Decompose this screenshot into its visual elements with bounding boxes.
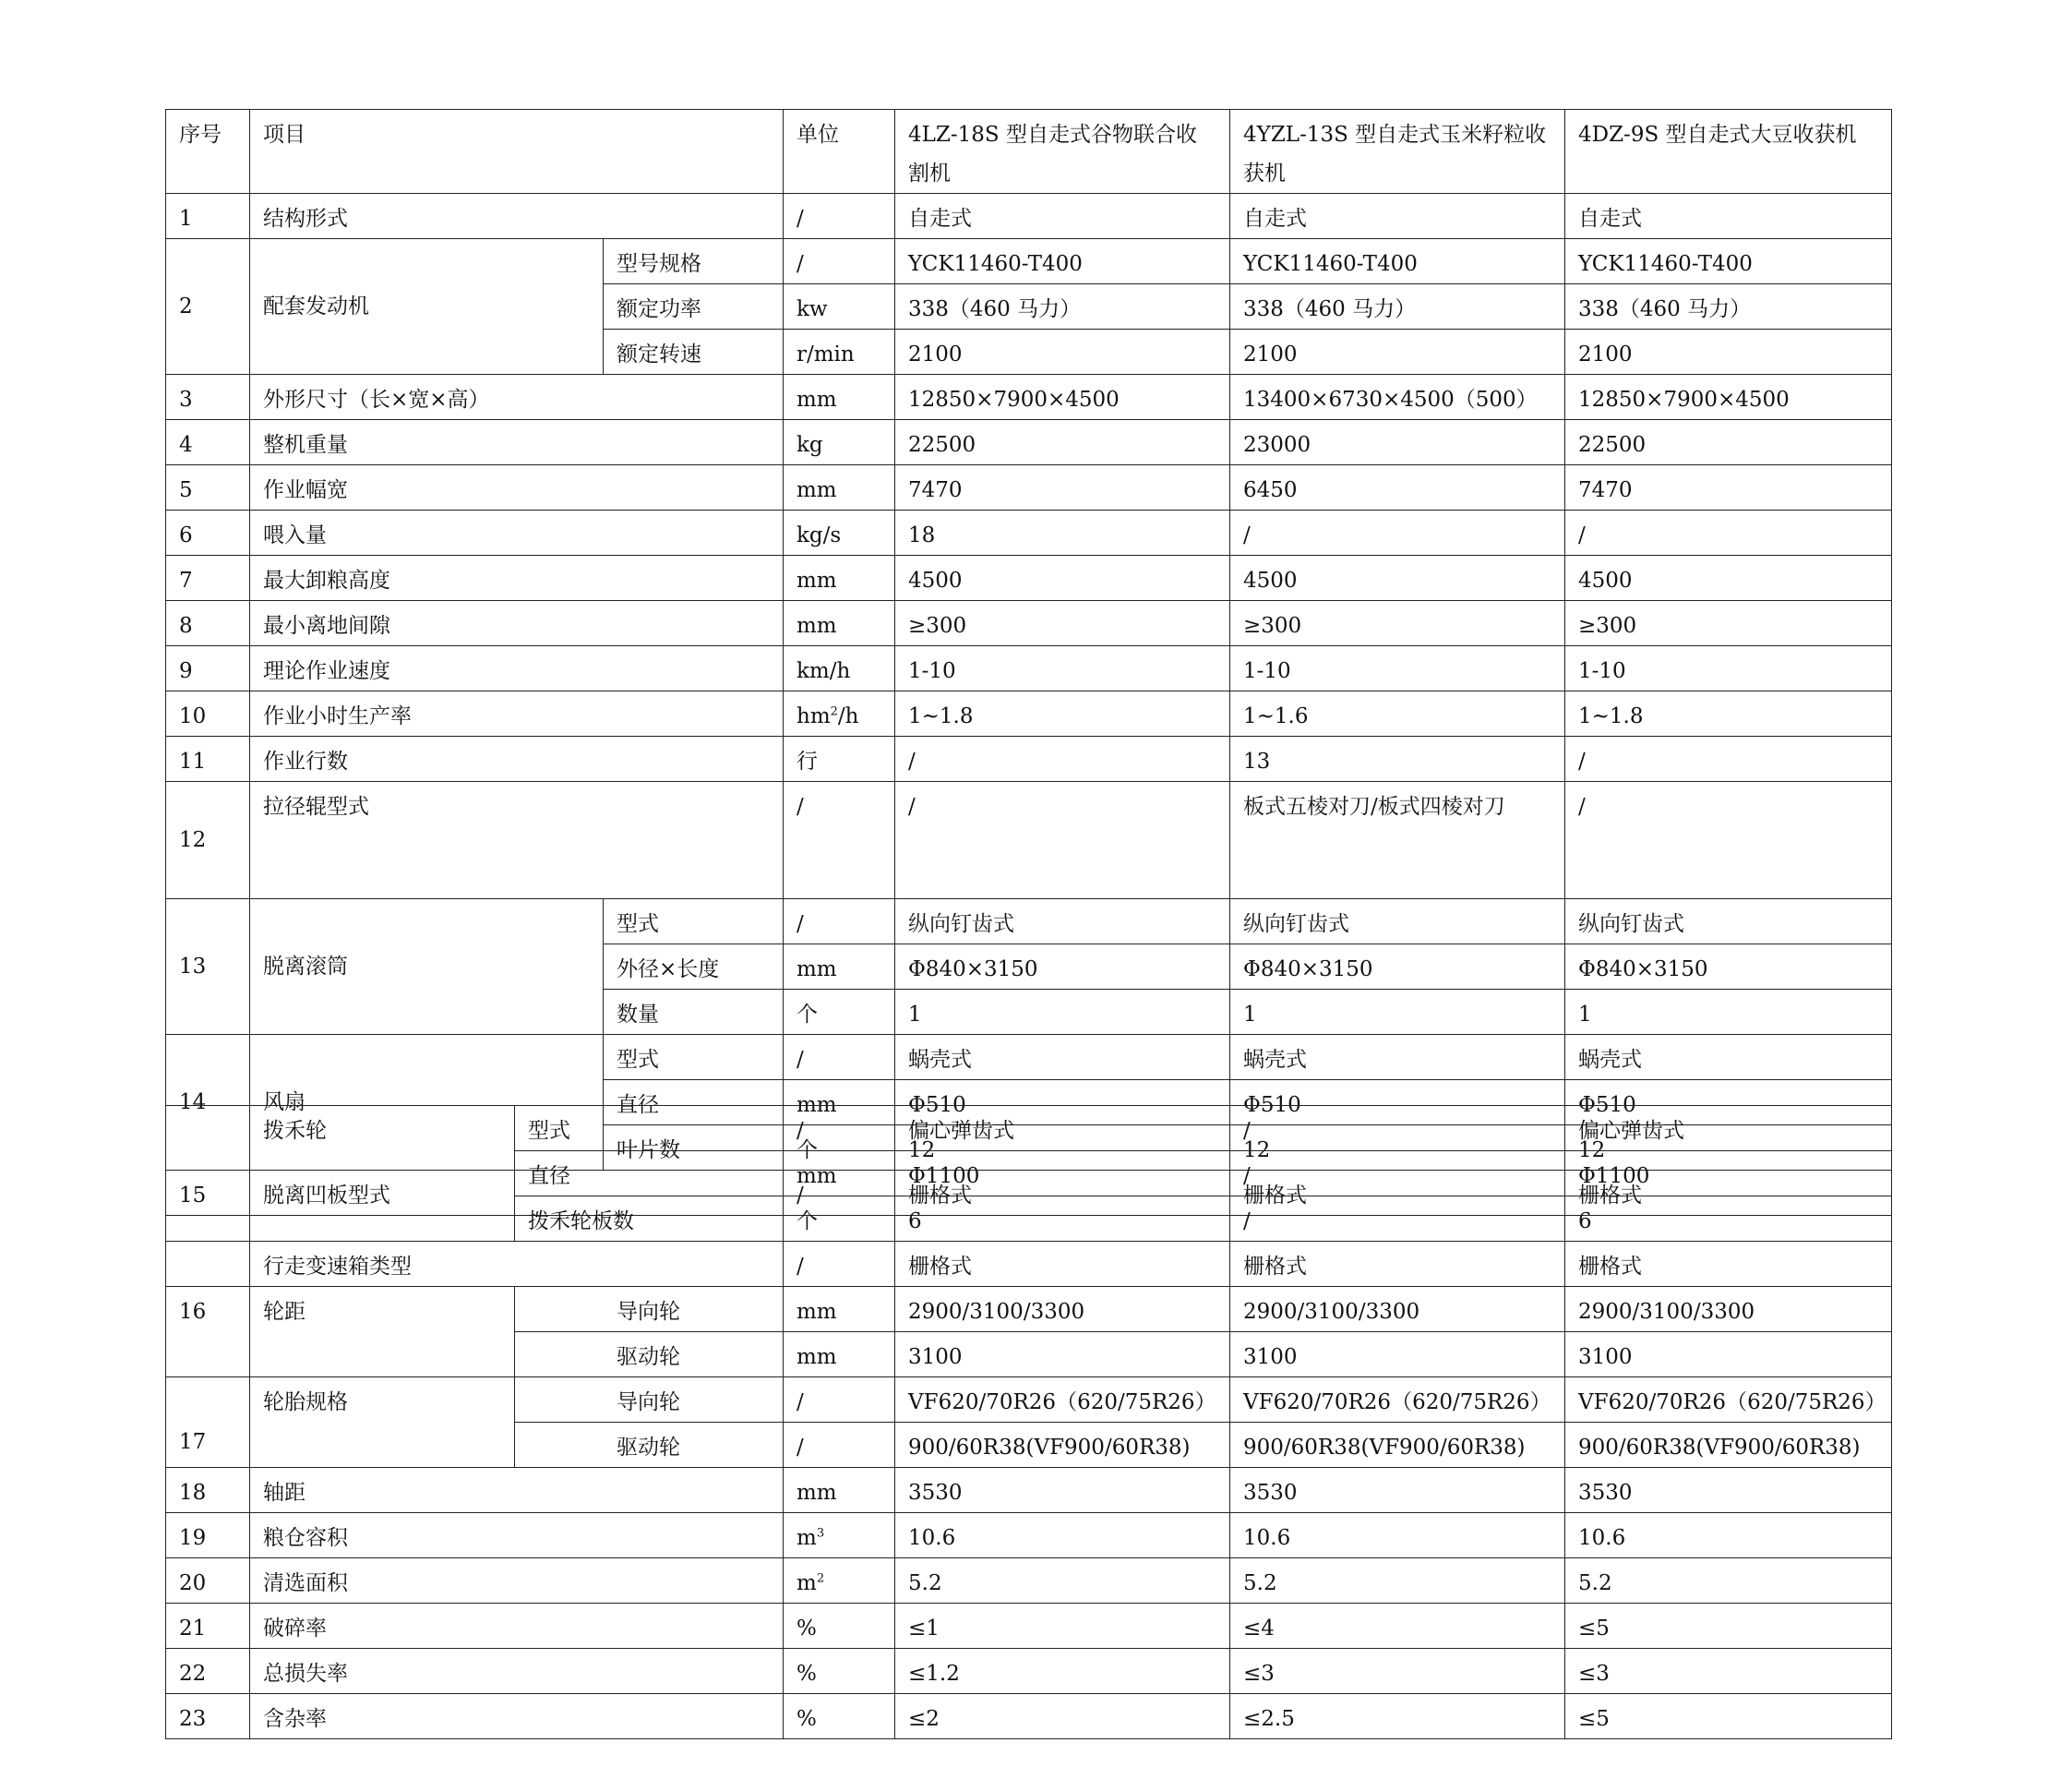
- value-cell: ≤5: [1565, 1694, 1892, 1739]
- unit-cell: /: [784, 899, 895, 944]
- value-cell: 12: [1565, 1125, 1892, 1171]
- seq-cell: 14: [166, 1035, 250, 1171]
- unit-exponent: 3: [816, 1526, 825, 1541]
- table-row: [166, 1468, 1892, 1513]
- subitem-cell: 叶片数: [604, 1125, 784, 1171]
- item-cell: 脱离凹板型式: [250, 1171, 784, 1216]
- table-row: [166, 1649, 1892, 1694]
- seq-cell: 11: [166, 737, 250, 782]
- value-cell: 1: [1565, 990, 1892, 1035]
- value-cell: 22500: [1565, 420, 1892, 465]
- header-model-1: 4LZ-18S 型自走式谷物联合收割机: [895, 110, 1230, 194]
- subitem-cell: 型号规格: [604, 239, 784, 284]
- unit-cell: mm: [784, 601, 895, 646]
- subitem-cell: 驱动轮: [515, 1332, 784, 1377]
- value-cell: 自走式: [895, 194, 1230, 239]
- value-cell: 偏心弹齿式: [1565, 1106, 1892, 1151]
- value-cell: 10.6: [1565, 1513, 1892, 1558]
- value-cell: /: [1230, 511, 1565, 556]
- table-row: [166, 239, 1892, 284]
- item-cell: 清选面积: [250, 1558, 784, 1604]
- table-row: [166, 420, 1892, 465]
- seq-cell: [166, 1242, 250, 1287]
- subitem-cell: 驱动轮: [515, 1423, 784, 1468]
- seq-cell: 10: [166, 691, 250, 737]
- value-cell: 自走式: [1565, 194, 1892, 239]
- item-cell: 配套发动机: [250, 239, 604, 375]
- value-cell: 4500: [1565, 556, 1892, 601]
- value-cell: 栅格式: [1230, 1242, 1565, 1287]
- table-row: [166, 1035, 1892, 1080]
- value-cell: 5.2: [1230, 1558, 1565, 1604]
- unit-cell: mm: [784, 1080, 895, 1125]
- table-row: [166, 782, 1892, 899]
- item-cell: 外形尺寸（长×宽×高）: [250, 375, 784, 420]
- seq-cell: 7: [166, 556, 250, 601]
- value-cell: 蜗壳式: [895, 1035, 1230, 1080]
- value-cell: 7470: [895, 465, 1230, 511]
- item-cell: 行走变速箱类型: [250, 1242, 784, 1287]
- value-cell: 12850×7900×4500: [895, 375, 1230, 420]
- value-cell: 18: [895, 511, 1230, 556]
- item-cell: 轮胎规格: [250, 1377, 515, 1468]
- value-cell: 3100: [895, 1332, 1230, 1377]
- header-row: [166, 110, 1892, 194]
- subitem-cell: 导向轮: [515, 1377, 784, 1423]
- spec-table: [165, 109, 1892, 1216]
- table-row: [166, 691, 1892, 737]
- unit-cell: /: [784, 1035, 895, 1080]
- item-cell: 最大卸粮高度: [250, 556, 784, 601]
- unit-cell: [784, 691, 895, 737]
- value-cell: ≤2: [895, 1694, 1230, 1739]
- value-cell: 蜗壳式: [1230, 1035, 1565, 1080]
- value-cell: 1-10: [1565, 646, 1892, 691]
- unit-cell: mm: [784, 944, 895, 990]
- value-cell: 12: [1230, 1125, 1565, 1171]
- item-cell: 作业幅宽: [250, 465, 784, 511]
- unit-cell: /: [784, 1423, 895, 1468]
- unit-cell: kw: [784, 284, 895, 330]
- value-cell: ≥300: [1230, 601, 1565, 646]
- value-cell: /: [1230, 1106, 1565, 1151]
- value-cell: Φ1100: [1565, 1151, 1892, 1196]
- value-cell: 板式五棱对刀/板式四棱对刀: [1230, 782, 1565, 899]
- item-cell: 粮仓容积: [250, 1513, 784, 1558]
- value-cell: 7470: [1565, 465, 1892, 511]
- header-seq: 序号: [166, 110, 250, 194]
- value-cell: 2900/3100/3300: [1565, 1287, 1892, 1332]
- unit-cell: mm: [784, 1468, 895, 1513]
- subitem-cell: 型式: [604, 1035, 784, 1080]
- value-cell: 13400×6730×4500（500）: [1230, 375, 1565, 420]
- subitem-cell: 型式: [604, 899, 784, 944]
- subitem-cell: 直径: [515, 1151, 784, 1196]
- subitem-cell: 直径: [604, 1080, 784, 1125]
- value-cell: 338（460 马力）: [895, 284, 1230, 330]
- seq-cell: 23: [166, 1694, 250, 1739]
- subitem-cell: 数量: [604, 990, 784, 1035]
- value-cell: 4500: [895, 556, 1230, 601]
- value-cell: /: [1230, 1151, 1565, 1196]
- unit-exponent: 2: [830, 704, 838, 719]
- item-cell: 拉径辊型式: [250, 782, 784, 899]
- value-cell: ≤4: [1230, 1604, 1565, 1649]
- value-cell: 自走式: [1230, 194, 1565, 239]
- value-cell: YCK11460-T400: [1565, 239, 1892, 284]
- seq-cell: 21: [166, 1604, 250, 1649]
- value-cell: 1~1.8: [1565, 691, 1892, 737]
- item-cell: 喂入量: [250, 511, 784, 556]
- seq-cell: 2: [166, 239, 250, 375]
- unit-cell: mm: [784, 556, 895, 601]
- table-row: [166, 1377, 1892, 1423]
- value-cell: 2900/3100/3300: [1230, 1287, 1565, 1332]
- table-row: [166, 601, 1892, 646]
- value-cell: 1-10: [895, 646, 1230, 691]
- value-cell: 13: [1230, 737, 1565, 782]
- seq-cell: 20: [166, 1558, 250, 1604]
- table-row: [166, 646, 1892, 691]
- header-item: 项目: [250, 110, 784, 194]
- seq-cell: 15: [166, 1171, 250, 1216]
- subitem-cell: 型式: [515, 1106, 784, 1151]
- item-cell: 整机重量: [250, 420, 784, 465]
- item-cell: 拨禾轮: [250, 1106, 515, 1242]
- value-cell: 900/60R38(VF900/60R38): [895, 1423, 1230, 1468]
- unit-cell: /: [784, 1242, 895, 1287]
- value-cell: 3530: [1230, 1468, 1565, 1513]
- table-row: [166, 556, 1892, 601]
- value-cell: 1: [895, 990, 1230, 1035]
- unit-cell: %: [784, 1694, 895, 1739]
- seq-cell: [166, 1106, 250, 1242]
- value-cell: 1-10: [1230, 646, 1565, 691]
- value-cell: 栅格式: [1565, 1242, 1892, 1287]
- value-cell: Φ840×3150: [1565, 944, 1892, 990]
- unit-cell: 个: [784, 1125, 895, 1171]
- value-cell: VF620/70R26（620/75R26）: [1230, 1377, 1565, 1423]
- value-cell: 1~1.6: [1230, 691, 1565, 737]
- value-cell: YCK11460-T400: [895, 239, 1230, 284]
- unit-cell: %: [784, 1604, 895, 1649]
- seq-cell: 16: [166, 1287, 250, 1377]
- item-cell: 作业行数: [250, 737, 784, 782]
- value-cell: /: [1565, 782, 1892, 899]
- header-unit: 单位: [784, 110, 895, 194]
- unit-cell: km/h: [784, 646, 895, 691]
- value-cell: ≤1.2: [895, 1649, 1230, 1694]
- item-cell: 结构形式: [250, 194, 784, 239]
- seq-cell: 19: [166, 1513, 250, 1558]
- unit-base: m: [796, 1571, 817, 1595]
- value-cell: 栅格式: [1230, 1171, 1565, 1216]
- unit-cell: mm: [784, 1287, 895, 1332]
- value-cell: 10.6: [1230, 1513, 1565, 1558]
- value-cell: /: [1230, 1196, 1565, 1242]
- table-row: [166, 465, 1892, 511]
- subitem-cell: 外径×长度: [604, 944, 784, 990]
- table-row: [166, 899, 1892, 944]
- value-cell: ≥300: [1565, 601, 1892, 646]
- unit-cell: r/min: [784, 330, 895, 375]
- unit-cell: kg/s: [784, 511, 895, 556]
- table-row: [166, 1604, 1892, 1649]
- value-cell: ≤1: [895, 1604, 1230, 1649]
- value-cell: ≤2.5: [1230, 1694, 1565, 1739]
- value-cell: 纵向钉齿式: [895, 899, 1230, 944]
- value-cell: 338（460 马力）: [1230, 284, 1565, 330]
- value-cell: ≤5: [1565, 1604, 1892, 1649]
- value-cell: 10.6: [895, 1513, 1230, 1558]
- value-cell: 1~1.8: [895, 691, 1230, 737]
- item-cell: 总损失率: [250, 1649, 784, 1694]
- unit-cell: 个: [784, 990, 895, 1035]
- unit-base: m: [796, 1526, 817, 1550]
- unit-cell: [784, 1558, 895, 1604]
- seq-cell: 1: [166, 194, 250, 239]
- value-cell: 6450: [1230, 465, 1565, 511]
- subitem-cell: 导向轮: [515, 1287, 784, 1332]
- value-cell: /: [1565, 737, 1892, 782]
- item-cell: 轮距: [250, 1287, 515, 1377]
- value-cell: 338（460 马力）: [1565, 284, 1892, 330]
- value-cell: 2100: [1230, 330, 1565, 375]
- table-row: [166, 1242, 1892, 1287]
- value-cell: Φ510: [1230, 1080, 1565, 1125]
- unit-cell: kg: [784, 420, 895, 465]
- value-cell: Φ1100: [895, 1151, 1230, 1196]
- value-cell: 2900/3100/3300: [895, 1287, 1230, 1332]
- value-cell: YCK11460-T400: [1230, 239, 1565, 284]
- value-cell: Φ840×3150: [1230, 944, 1565, 990]
- value-cell: 22500: [895, 420, 1230, 465]
- value-cell: 5.2: [1565, 1558, 1892, 1604]
- value-cell: 6: [895, 1196, 1230, 1242]
- value-cell: 2100: [1565, 330, 1892, 375]
- table-row: [166, 737, 1892, 782]
- header-model-3: 4DZ-9S 型自走式大豆收获机: [1565, 110, 1892, 194]
- unit-base: hm: [796, 704, 831, 728]
- value-cell: 蜗壳式: [1565, 1035, 1892, 1080]
- seq-cell: 12: [166, 782, 250, 899]
- seq-cell: 9: [166, 646, 250, 691]
- value-cell: ≤3: [1230, 1649, 1565, 1694]
- seq-cell: 3: [166, 375, 250, 420]
- unit-cell: [784, 1513, 895, 1558]
- value-cell: 900/60R38(VF900/60R38): [1565, 1423, 1892, 1468]
- value-cell: 3100: [1230, 1332, 1565, 1377]
- value-cell: 12: [895, 1125, 1230, 1171]
- item-cell: 轴距: [250, 1468, 784, 1513]
- table-row: [166, 375, 1892, 420]
- subitem-cell: 拨禾轮板数: [515, 1196, 784, 1242]
- unit-cell: mm: [784, 465, 895, 511]
- value-cell: 栅格式: [1565, 1171, 1892, 1216]
- seq-cell: 5: [166, 465, 250, 511]
- value-cell: 纵向钉齿式: [1230, 899, 1565, 944]
- seq-cell: 4: [166, 420, 250, 465]
- value-cell: 3100: [1565, 1332, 1892, 1377]
- unit-cell: 个: [784, 1196, 895, 1242]
- unit-cell: /: [784, 782, 895, 899]
- value-cell: /: [895, 737, 1230, 782]
- subitem-cell: 额定转速: [604, 330, 784, 375]
- value-cell: VF620/70R26（620/75R26）: [895, 1377, 1230, 1423]
- item-cell: 理论作业速度: [250, 646, 784, 691]
- unit-cell: mm: [784, 1151, 895, 1196]
- item-cell: 破碎率: [250, 1604, 784, 1649]
- item-cell: 最小离地间隙: [250, 601, 784, 646]
- value-cell: 4500: [1230, 556, 1565, 601]
- value-cell: Φ840×3150: [895, 944, 1230, 990]
- value-cell: 900/60R38(VF900/60R38): [1230, 1423, 1565, 1468]
- unit-cell: mm: [784, 375, 895, 420]
- unit-cell: /: [784, 194, 895, 239]
- value-cell: 12850×7900×4500: [1565, 375, 1892, 420]
- table-row: [166, 1513, 1892, 1558]
- value-cell: 23000: [1230, 420, 1565, 465]
- seq-cell: 6: [166, 511, 250, 556]
- item-cell: 脱离滚筒: [250, 899, 604, 1035]
- value-cell: ≥300: [895, 601, 1230, 646]
- value-cell: Φ510: [1565, 1080, 1892, 1125]
- unit-cell: /: [784, 239, 895, 284]
- value-cell: Φ510: [895, 1080, 1230, 1125]
- value-cell: 3530: [895, 1468, 1230, 1513]
- value-cell: 栅格式: [895, 1242, 1230, 1287]
- value-cell: /: [895, 782, 1230, 899]
- value-cell: VF620/70R26（620/75R26）: [1565, 1377, 1892, 1423]
- table-row: [166, 1287, 1892, 1332]
- table-row: [166, 1694, 1892, 1739]
- value-cell: 纵向钉齿式: [1565, 899, 1892, 944]
- item-cell: 作业小时生产率: [250, 691, 784, 737]
- unit-exponent: 2: [816, 1571, 825, 1586]
- value-cell: 栅格式: [895, 1171, 1230, 1216]
- item-cell: 风扇: [250, 1035, 604, 1171]
- table-row: [166, 1558, 1892, 1604]
- seq-cell: 8: [166, 601, 250, 646]
- seq-cell: 13: [166, 899, 250, 1035]
- seq-cell: 22: [166, 1649, 250, 1694]
- subitem-cell: 额定功率: [604, 284, 784, 330]
- value-cell: /: [1565, 511, 1892, 556]
- unit-tail: /h: [837, 704, 859, 728]
- unit-cell: /: [784, 1377, 895, 1423]
- unit-cell: %: [784, 1649, 895, 1694]
- value-cell: 6: [1565, 1196, 1892, 1242]
- table-row: [166, 194, 1892, 239]
- value-cell: 3530: [1565, 1468, 1892, 1513]
- value-cell: 1: [1230, 990, 1565, 1035]
- unit-cell: /: [784, 1106, 895, 1151]
- seq-cell: 17: [166, 1377, 250, 1468]
- unit-cell: mm: [784, 1332, 895, 1377]
- table-row: [166, 1106, 1892, 1151]
- value-cell: 2100: [895, 330, 1230, 375]
- unit-cell: 行: [784, 737, 895, 782]
- table-row: [166, 511, 1892, 556]
- seq-cell: 18: [166, 1468, 250, 1513]
- value-cell: 5.2: [895, 1558, 1230, 1604]
- header-model-2: 4YZL-13S 型自走式玉米籽粒收获机: [1230, 110, 1565, 194]
- value-cell: 偏心弹齿式: [895, 1106, 1230, 1151]
- value-cell: ≤3: [1565, 1649, 1892, 1694]
- unit-cell: /: [784, 1171, 895, 1216]
- spec-table-continued: [165, 1105, 1892, 1739]
- item-cell: 含杂率: [250, 1694, 784, 1739]
